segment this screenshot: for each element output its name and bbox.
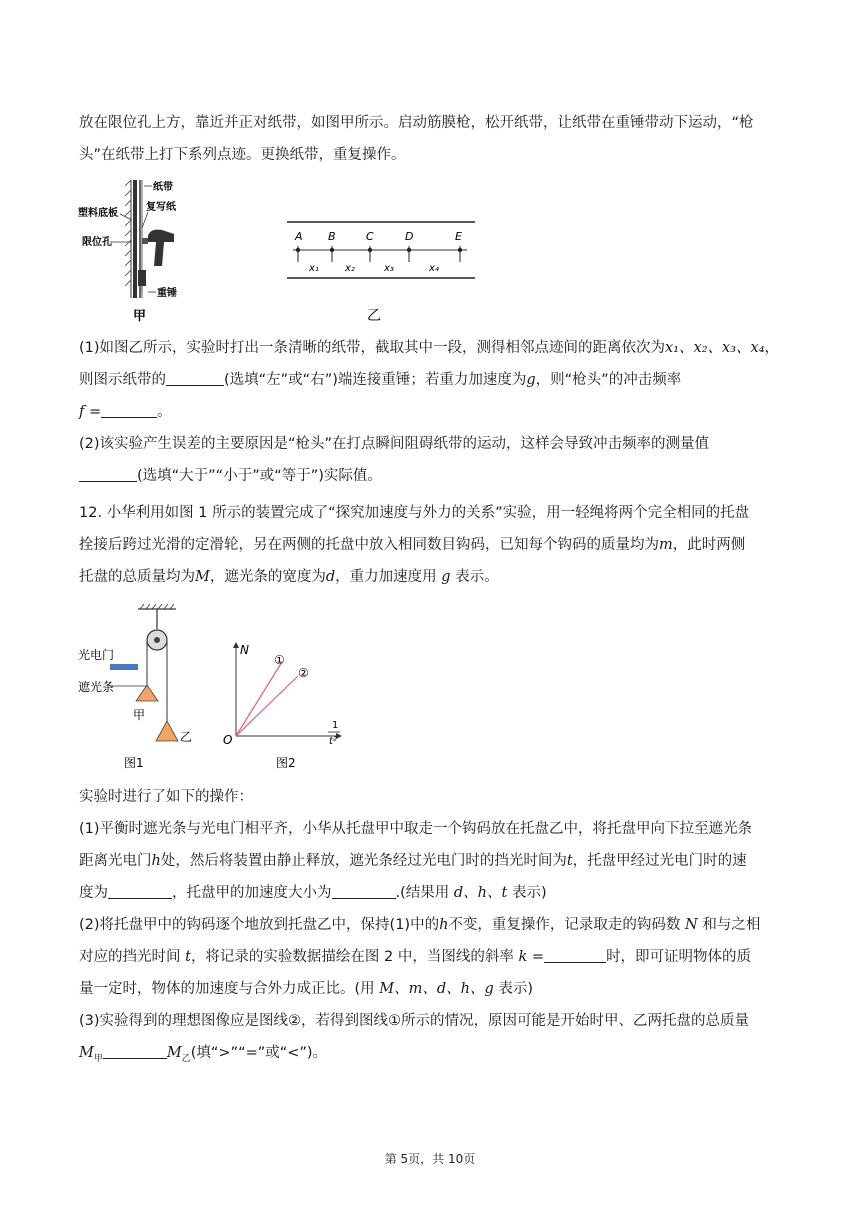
intro-line-1: 放在限位孔上方，靠近并正对纸带，如图甲所示。启动筋膜枪，松开纸带，让纸带在重锤带动下运动，“枪 [79, 115, 754, 131]
figure-yi [285, 216, 480, 326]
q11-part1-line3: f = 。 [79, 396, 784, 428]
q12-ops-heading: 实验时进行了如下的操作： [79, 789, 253, 805]
answer-blank[interactable] [101, 401, 157, 418]
line-label-1: ① [274, 653, 285, 667]
q11-part1-line1: (1)如图乙所示，实验时打出一条清晰的纸带，截取其中一段，测得相邻点迹间的距离依次为x₁、x₂、x₃、x₄， [79, 340, 780, 356]
answer-blank[interactable] [108, 882, 172, 899]
q12-intro [79, 497, 784, 593]
intro-line-2: 头”在纸带上打下系列点迹。更换纸带，重复操作。 [79, 147, 406, 163]
axis-x-denominator: t² [329, 736, 337, 747]
origin-label: O [223, 733, 233, 747]
label-heavy-weight: 重锤 [157, 288, 177, 299]
graph-line-1 [236, 662, 282, 736]
figure-1-apparatus [78, 603, 198, 773]
q12-step1-line3: 度为 ，托盘甲的加速度大小为 .(结果用 d、h、t 表示) [79, 877, 784, 909]
figure-2-graph [218, 640, 348, 775]
q12-intro-line2: 拴接后跨过光滑的定滑轮，另在两侧的托盘中放入相同数目钩码，已知每个钩码的质量均为m，此时两侧 [79, 537, 746, 553]
label-tray-jia: 甲 [133, 708, 146, 722]
q11-part2-line2: (选填“大于”“小于”或“等于”)实际值。 [79, 460, 784, 492]
answer-blank[interactable] [79, 465, 137, 482]
point-a: A [295, 230, 303, 243]
point-e: E [455, 230, 462, 243]
axis-label-n: N [240, 643, 249, 657]
point-d: D [405, 230, 414, 243]
label-light-strip: 遮光条 [78, 680, 115, 694]
label-plastic-board: 塑料底板 [78, 208, 118, 219]
label-tray-yi: 乙 [180, 730, 193, 744]
point-b: B [328, 230, 336, 243]
caption-jia: 甲 [133, 309, 147, 324]
caption-figure-1: 图1 [124, 756, 144, 770]
answer-blank[interactable] [166, 369, 224, 386]
intro-paragraph [79, 107, 784, 171]
label-limit-hole: 限位孔 [82, 237, 112, 248]
q12-step1-line1: (1)平衡时遮光条与光电门相平齐，小华从托盘甲中取走一个钩码放在托盘乙中，将托盘甲向下拉至遮光条 [79, 821, 753, 837]
label-carbon-paper: 复写纸 [146, 202, 176, 213]
q12-operations [79, 781, 784, 1075]
caption-yi: 乙 [367, 308, 381, 324]
q11-section [79, 332, 784, 492]
point-c: C [366, 230, 374, 243]
q12-step2-line2: 对应的挡光时间 t，将记录的实验数据描绘在图 2 中，当图线的斜率 k = 时，即可证明物体的质 [79, 941, 784, 973]
label-x4: x₄ [429, 263, 439, 274]
label-photogate: 光电门 [78, 648, 115, 662]
figure-jia [78, 176, 228, 326]
q12-step2-line3: 量一定时，物体的加速度与合外力成正比。(用 M、m、d、h、g 表示) [79, 981, 534, 997]
q12-step2-line1: (2)将托盘甲中的钩码逐个地放到托盘乙中，保持(1)中的h不变，重复操作，记录取走的钩码数 N 和与之相 [79, 917, 761, 933]
q12-step3-line1: (3)实验得到的理想图像应是图线②，若得到图线①所示的情况，原因可能是开始时甲、乙两托盘的总质量 [79, 1013, 750, 1029]
q11-part2-line1: (2)该实验产生误差的主要原因是“枪头”在打点瞬间阻碍纸带的运动，这样会导致冲击频率的测量值 [79, 436, 710, 452]
answer-blank[interactable] [544, 946, 606, 963]
answer-blank[interactable] [103, 1042, 167, 1059]
q11-part1-line2: 则图示纸带的 (选填“左”或“右”)端连接重锤；若重力加速度为g，则“枪头”的冲击频率 [79, 364, 784, 396]
caption-figure-2: 图2 [276, 756, 296, 770]
q12-step1-line2: 距离光电门h处，然后将装置由静止释放，遮光条经过光电门时的挡光时间为t，托盘甲经过光电门时的速 [79, 853, 747, 869]
q12-step3-line2: $M_甲$ $M_乙$(填“>”“=”或“<”)。 [79, 1037, 784, 1075]
label-paper-strip: 纸带 [153, 182, 173, 193]
label-x2: x₂ [345, 263, 355, 274]
axis-x-numerator: 1 [332, 720, 339, 731]
page-footer: 第 5页，共 10页 [384, 1152, 476, 1166]
line-label-2: ② [298, 666, 309, 680]
answer-blank[interactable] [332, 882, 396, 899]
q12-intro-line3: 托盘的总质量均为M，遮光条的宽度为d，重力加速度用 g 表示。 [79, 569, 499, 585]
label-x1: x₁ [309, 263, 319, 274]
q12-intro-line1: 12. 小华利用如图 1 所示的装置完成了“探究加速度与外力的关系”实验，用一轻绳将两个完全相同的托盘 [79, 505, 750, 521]
label-x3: x₃ [384, 263, 394, 274]
